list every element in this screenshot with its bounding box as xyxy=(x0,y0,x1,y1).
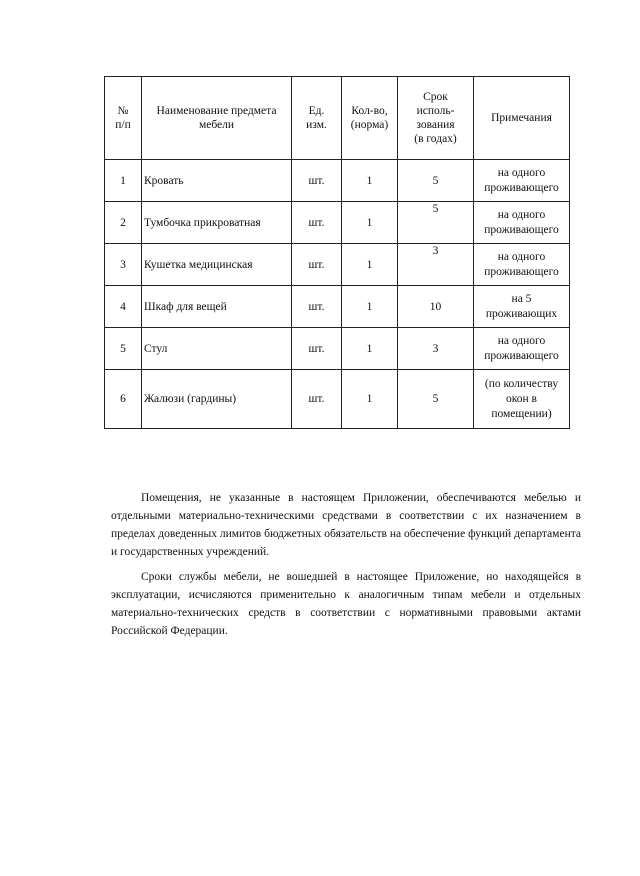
table-row xyxy=(105,202,570,244)
paragraph-service-life: Сроки службы мебели, не вошедшей в настоящее Приложение, но находящейся в эксплуатации, исчисляются применительно к аналогичным типам мебели и отдельных материально-технических средств в соответствии с нормативными правовыми актами Российской Федерации. xyxy=(111,571,581,637)
row-term: 5 xyxy=(398,370,474,429)
row-name: Кровать xyxy=(142,160,292,202)
row-note: на одного проживающего xyxy=(474,244,570,286)
row-qty: 1 xyxy=(342,202,398,244)
header-qty: Кол-во, (норма) xyxy=(342,77,398,160)
table-row xyxy=(105,328,570,370)
row-note: (по количеству окон в помещении) xyxy=(474,370,570,429)
row-qty: 1 xyxy=(342,160,398,202)
row-num: 2 xyxy=(105,202,142,244)
row-name: Шкаф для вещей xyxy=(142,286,292,328)
table-row xyxy=(105,370,570,429)
row-name: Стул xyxy=(142,328,292,370)
furniture-norms-table xyxy=(104,76,570,429)
row-unit: шт. xyxy=(292,160,342,202)
row-unit: шт. xyxy=(292,286,342,328)
header-name: Наименование предмета мебели xyxy=(142,77,292,160)
row-note: на 5 проживающих xyxy=(474,286,570,328)
row-num: 1 xyxy=(105,160,142,202)
row-qty: 1 xyxy=(342,244,398,286)
row-qty: 1 xyxy=(342,328,398,370)
row-num: 6 xyxy=(105,370,142,429)
table-row xyxy=(105,160,570,202)
row-name: Жалюзи (гардины) xyxy=(142,370,292,429)
paragraph-unlisted-premises: Помещения, не указанные в настоящем Приложении, обеспечиваются мебелью и отдельными материально-техническими средствами в соответствии с их назначением в пределах доведенных лимитов бюджетных обязательств на обеспечение функций департамента и государственных учреждений. xyxy=(111,492,581,558)
row-term: 10 xyxy=(398,286,474,328)
row-unit: шт. xyxy=(292,202,342,244)
row-qty: 1 xyxy=(342,370,398,429)
row-unit: шт. xyxy=(292,370,342,429)
table-header-row xyxy=(105,77,570,160)
row-term: 5 xyxy=(398,160,474,202)
row-name: Кушетка медицинская xyxy=(142,244,292,286)
row-term: 5 xyxy=(398,202,474,244)
header-term: Срок исполь- зования (в годах) xyxy=(398,77,474,160)
row-num: 4 xyxy=(105,286,142,328)
row-unit: шт. xyxy=(292,328,342,370)
row-qty: 1 xyxy=(342,286,398,328)
header-unit: Ед. изм. xyxy=(292,77,342,160)
row-name: Тумбочка прикроватная xyxy=(142,202,292,244)
row-note: на одного проживающего xyxy=(474,328,570,370)
row-num: 3 xyxy=(105,244,142,286)
row-unit: шт. xyxy=(292,244,342,286)
row-note: на одного проживающего xyxy=(474,160,570,202)
row-term: 3 xyxy=(398,328,474,370)
row-term: 3 xyxy=(398,244,474,286)
table-row xyxy=(105,244,570,286)
row-note: на одного проживающего xyxy=(474,202,570,244)
table-row xyxy=(105,286,570,328)
header-note: Примечания xyxy=(474,77,570,160)
row-num: 5 xyxy=(105,328,142,370)
header-num: № п/п xyxy=(105,77,142,160)
